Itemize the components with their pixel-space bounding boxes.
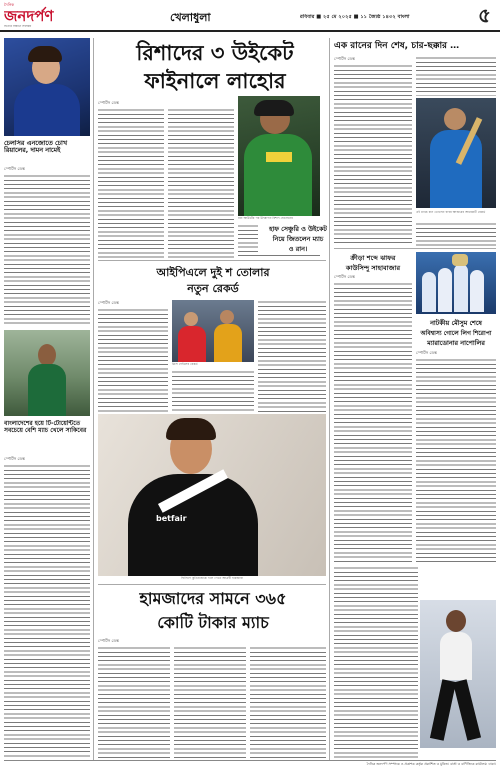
napoli-byline: স্পোর্টস ডেস্ক — [416, 350, 437, 355]
footer: দৈনিক জনদর্পণ সম্পাদক ও প্রকাশক কর্তৃক প্রকাশিত ও মুদ্রিত। বার্তা ও বাণিজ্যিক কার্যালয়: ঢাকা। — [4, 760, 496, 767]
shakib-photo — [4, 330, 90, 416]
left-story2-headline: বাংলাদেশের হয়ে টি-টোয়েন্টিতে সবচেয়ে বেশি ম্যাচ খেলে সাকিবের — [4, 420, 87, 435]
left-story1-body — [4, 174, 90, 324]
napoli-headline-2: অবিশ্বাস্য গোলে লিগ শিরোপা — [420, 330, 492, 337]
napoli-photo — [416, 252, 496, 314]
lead-body-col1 — [98, 108, 164, 258]
babar-photo — [416, 98, 496, 208]
logo-tagline: সত্যের সন্ধানে সবসময় — [4, 24, 32, 28]
mid-quote-line3: ও রান। — [258, 244, 338, 254]
lead-headline-1: রিশাদের ৩ উইকেট — [136, 41, 294, 65]
column-title: ক্রীড়া শব্দে ঝাফর — [350, 254, 396, 262]
left-column-rule — [93, 38, 94, 760]
coutinho-body-col1 — [98, 646, 170, 758]
ipl-headline-2: নতুন রেকর্ড — [187, 282, 239, 295]
lead-headline-2: ফাইনালে লাহোর — [144, 69, 286, 93]
ipl-byline: স্পোর্টস ডেস্ক — [98, 300, 119, 305]
lead-body-col2 — [168, 108, 234, 258]
coutinho-byline: স্পোর্টস ডেস্ক — [98, 638, 119, 643]
logo — [4, 2, 74, 30]
rishad-photo — [238, 96, 320, 216]
ipl-headline-1: আইপিএলে দুই শ তোলার — [156, 266, 270, 279]
date-line: রবিবার ■ ২৫ মে ২০২৫ ■ ১১ জ্যৈষ্ঠ ১৪৩২ বাংলা — [300, 14, 410, 20]
coutinho-caption: ফিলিপে কুতিনহোকে দলে পেতে আগ্রহী হামজারা — [181, 576, 243, 580]
column-byline: স্পোর্টস ডেস্ক — [334, 274, 355, 279]
mid-quote-line1: হাফ সেঞ্চুরি ও উইকেট — [258, 224, 338, 234]
coutinho-headline-1: হামজাদের সামনে ৩৬৫ — [139, 589, 287, 608]
top-right-caption: এই ম্যাচে রান তোলেন বাবর আজমের আরেকটি রেকর্ড — [416, 210, 486, 214]
page-number: ৫ — [478, 4, 491, 26]
column-body — [334, 282, 412, 562]
left-story1-byline: স্পোর্টস ডেস্ক — [4, 166, 25, 171]
lead-photo-caption: রান আউটের পর উদযাপন রিশাদ হোসেনের — [238, 216, 293, 220]
top-right-byline: স্পোর্টস ডেস্ক — [334, 56, 355, 61]
mid-quote-line2: নিয়ে জিতলেন ম্যাচ — [258, 234, 338, 244]
left-story1-headline: চেলসির এনজোতে চোখ রিয়ালের, দামন নামেই — [4, 140, 68, 155]
top-right-body-col3 — [416, 222, 496, 246]
napoli-headline-3: ম্যারাডোনার নাপোলির — [427, 339, 485, 347]
logo-small-text: দৈনিক — [4, 2, 15, 7]
top-right-body-col2 — [416, 56, 496, 96]
ipl-body-col1 — [98, 308, 168, 412]
masthead — [0, 0, 500, 32]
logo-name: জনদর্পণ — [4, 7, 54, 25]
ipl-body-col3 — [258, 300, 326, 412]
ipl-body-col2 — [172, 370, 254, 412]
ipl-photo-caption: ক্রিস গেইলের রেকর্ড — [172, 362, 198, 366]
coutinho-photo: betfair — [98, 414, 326, 576]
section-label: খেলাধুলা — [170, 11, 211, 23]
lead-byline: স্পোর্টস ডেস্ক — [98, 100, 119, 105]
left-story2-body — [4, 464, 90, 758]
enzo-photo — [4, 38, 90, 136]
coutinho-body-col2 — [174, 646, 246, 758]
napoli-headline-1: নাটকীয় মৌসুম শেষে — [430, 319, 482, 327]
napoli-body — [416, 358, 496, 562]
ipl-photo — [172, 300, 254, 362]
ipl-rule-top — [98, 260, 326, 261]
left-story2-byline: স্পোর্টস ডেস্ক — [4, 456, 25, 461]
coutinho-rule — [98, 584, 326, 585]
top-right-body-col1 — [334, 64, 412, 244]
top-right-headline: এক রানের দিন শেষ, চার-ছক্কার … — [334, 41, 460, 51]
column-author: কাউসিন্দু সাহাবাজার — [345, 264, 401, 272]
center-right-rule — [329, 38, 330, 760]
coutinho-body-col3 — [250, 646, 326, 758]
column-rule — [334, 248, 496, 249]
bottom-right-body — [334, 566, 418, 758]
runner-photo — [420, 600, 496, 748]
coutinho-headline-2: কোটি টাকার ম্যাচ — [157, 613, 269, 632]
